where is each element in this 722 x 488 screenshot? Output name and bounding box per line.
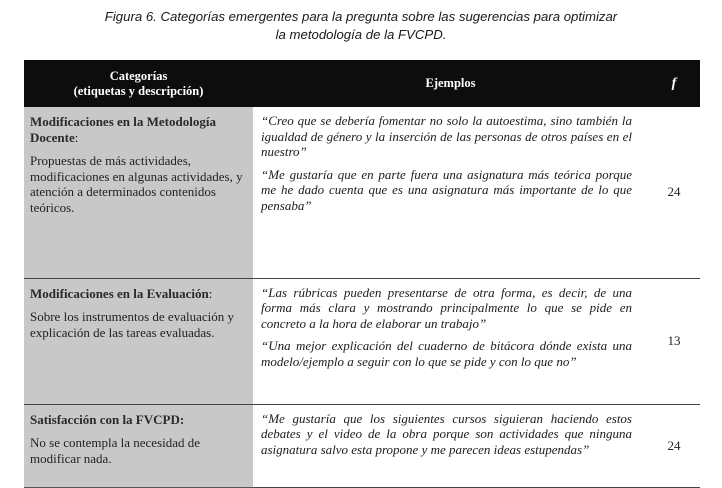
- frequency-cell: 24: [648, 404, 700, 487]
- table-row: [24, 107, 700, 278]
- examples-cell: [253, 107, 648, 278]
- category-description: Sobre los instrumentos de evaluación y explicación de las tareas evaluadas.: [30, 309, 234, 340]
- figure-caption: [0, 8, 722, 44]
- table-row: [24, 278, 700, 404]
- category-title-text: Modificaciones en la Evaluación: [30, 285, 209, 301]
- category-title: [30, 412, 247, 428]
- category-cell: [24, 404, 253, 487]
- caption-line-1: Figura 6. Categorías emergentes para la pregunta sobre las sugerencias para optimizar: [104, 9, 618, 24]
- header-categorias: [24, 60, 253, 107]
- example-quote: “Las rúbricas pueden presentarse de otra forma, es decir, de una forma más clara y mostrando principalmente lo que se pide en concreto a la hora de elaborar un trabajo”: [261, 284, 632, 331]
- header-frequency: f: [648, 60, 700, 107]
- header-categorias-line1: Categorías: [109, 68, 168, 83]
- example-quote: “Me gustaría que en parte fuera una asignatura más teórica porque me he dado cuenta que es una asignatura más importante de lo que pensaba”: [261, 166, 632, 213]
- example-quote: “Creo que se debería fomentar no solo la autoestima, sino también la igualdad de género y la inserción de las personas de otros países en el nuestro”: [261, 113, 632, 159]
- category-title-text: Modificaciones en la Metodología Docente: [30, 114, 216, 145]
- example-quote: “Una mejor explicación del cuaderno de bitácora dónde exista una modelo/ejemplo a seguir con lo que se pide y con lo que no”: [261, 338, 632, 369]
- category-description: Propuestas de más actividades, modificaciones en algunas actividades, y atención a determinados contenidos teóricos.: [30, 153, 243, 215]
- header-categorias-line2: (etiquetas y descripción): [73, 83, 204, 98]
- examples-cell: [253, 404, 648, 487]
- category-title-text: Satisfacción con la FVCPD:: [30, 411, 185, 427]
- categories-table: [24, 60, 700, 488]
- category-cell: [24, 107, 253, 278]
- category-title-suffix: :: [74, 129, 79, 145]
- frequency-cell: 24: [648, 107, 700, 278]
- category-title: [30, 286, 247, 302]
- table-row: [24, 404, 700, 487]
- category-title-suffix: :: [208, 285, 213, 301]
- category-title: [30, 114, 247, 145]
- frequency-cell: 13: [648, 278, 700, 404]
- category-cell: [24, 278, 253, 404]
- examples-cell: [253, 278, 648, 404]
- header-ejemplos: Ejemplos: [253, 60, 648, 107]
- example-quote: “Me gustaría que los siguientes cursos siguieran haciendo estos debates y el video de la obra porque son actividades que ninguna asignatura salvo esta propone y me parecen ideas estupendas”: [261, 410, 632, 457]
- table-header-row: [24, 60, 700, 107]
- category-description: No se contempla la necesidad de modificar nada.: [30, 435, 201, 466]
- caption-line-2: la metodología de la FVCPD.: [275, 27, 447, 42]
